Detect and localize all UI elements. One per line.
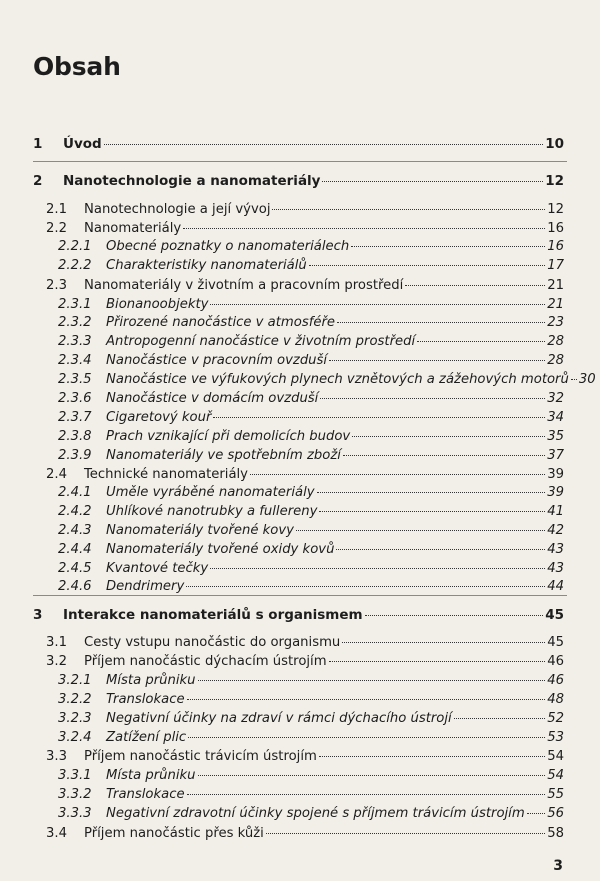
toc-entry[interactable] bbox=[46, 825, 564, 843]
dot-leader bbox=[319, 511, 545, 512]
toc-entry-page: 23 bbox=[547, 315, 564, 330]
toc-entry[interactable] bbox=[58, 371, 596, 389]
toc-entry-page: 44 bbox=[547, 579, 564, 594]
toc-entry[interactable] bbox=[46, 277, 564, 295]
toc-entry[interactable] bbox=[58, 484, 564, 502]
toc-entry[interactable] bbox=[58, 560, 564, 578]
toc-entry-number: 2.4.4 bbox=[58, 542, 92, 557]
toc-entry[interactable] bbox=[33, 135, 564, 153]
toc-entry[interactable] bbox=[58, 786, 564, 804]
toc-entry-number: 3.3.1 bbox=[58, 768, 92, 783]
toc-entry-page: 12 bbox=[545, 173, 564, 189]
toc-entry-page: 43 bbox=[547, 561, 564, 576]
dot-leader bbox=[337, 322, 545, 323]
toc-entry-number: 3 bbox=[33, 607, 43, 623]
dot-leader bbox=[186, 586, 545, 587]
toc-entry-page: 54 bbox=[547, 768, 564, 783]
dot-leader bbox=[342, 642, 545, 643]
dot-leader bbox=[104, 144, 544, 145]
dot-leader bbox=[329, 661, 546, 662]
dot-leader bbox=[296, 530, 545, 531]
toc-entry-number: 3.2.4 bbox=[58, 730, 92, 745]
toc-entry-number: 3.2.1 bbox=[58, 673, 92, 688]
dot-leader bbox=[266, 833, 545, 834]
toc-entry-number: 2.3 bbox=[46, 278, 67, 293]
dot-leader bbox=[272, 209, 545, 210]
dot-leader bbox=[343, 455, 545, 456]
toc-entry-number: 2.1 bbox=[46, 202, 67, 217]
toc-entry-page: 55 bbox=[547, 787, 564, 802]
toc-entry-number: 2.3.6 bbox=[58, 391, 92, 406]
toc-entry-page: 35 bbox=[547, 429, 564, 444]
toc-entry-number: 3.2.2 bbox=[58, 692, 92, 707]
toc-entry-page: 37 bbox=[547, 448, 564, 463]
page-title: Obsah bbox=[33, 52, 121, 81]
toc-entry-title: Translokace bbox=[106, 787, 185, 802]
dot-leader bbox=[454, 718, 546, 719]
dot-leader bbox=[329, 360, 545, 361]
toc-entry-page: 58 bbox=[547, 826, 564, 841]
toc-entry[interactable] bbox=[46, 220, 564, 238]
toc-entry[interactable] bbox=[58, 522, 564, 540]
dot-leader bbox=[319, 756, 545, 757]
toc-entry-page: 16 bbox=[547, 239, 564, 254]
toc-entry-title: Nanotechnologie a její vývoj bbox=[84, 202, 271, 217]
toc-entry[interactable] bbox=[58, 729, 564, 747]
toc-entry-title: Nanomateriály bbox=[84, 221, 182, 236]
toc-entry[interactable] bbox=[58, 390, 564, 408]
toc-entry[interactable] bbox=[58, 447, 564, 465]
toc-entry-title: Nanomateriály tvořené kovy bbox=[106, 523, 294, 538]
toc-entry-title: Prach vznikající při demolicích budov bbox=[106, 429, 351, 444]
toc-entry-title: Translokace bbox=[106, 692, 185, 707]
toc-entry-title: Kvantové tečky bbox=[106, 561, 209, 576]
toc-entry-title: Úvod bbox=[63, 136, 102, 152]
toc-entry-page: 54 bbox=[547, 749, 564, 764]
dot-leader bbox=[336, 549, 545, 550]
toc-entry-number: 2.4.2 bbox=[58, 504, 92, 519]
dot-leader bbox=[571, 379, 577, 380]
toc-entry-page: 48 bbox=[547, 692, 564, 707]
toc-entry-number: 3.2.3 bbox=[58, 711, 92, 726]
toc-entry-number: 3.3 bbox=[46, 749, 67, 764]
toc-entry-title: Přirozené nanočástice v atmosféře bbox=[106, 315, 336, 330]
toc-entry-title: Dendrimery bbox=[106, 579, 185, 594]
toc-entry-title: Negativní zdravotní účinky spojené s příjmem trávicím ústrojím bbox=[106, 806, 525, 821]
toc-entry-page: 39 bbox=[547, 467, 564, 482]
toc-entry[interactable] bbox=[58, 767, 564, 785]
divider bbox=[33, 595, 567, 596]
toc-entry-title: Místa průniku bbox=[106, 768, 196, 783]
toc-entry-title: Cigaretový kouř bbox=[106, 410, 212, 425]
toc-entry-title: Bionanoobjekty bbox=[106, 297, 209, 312]
toc-entry-title: Nanomateriály tvořené oxidy kovů bbox=[106, 542, 335, 557]
toc-entry-number: 2.4.6 bbox=[58, 579, 92, 594]
toc-entry-number: 2.3.1 bbox=[58, 297, 92, 312]
toc-entry-title: Příjem nanočástic dýchacím ústrojím bbox=[84, 654, 327, 669]
toc-entry[interactable] bbox=[46, 201, 564, 219]
toc-entry-page: 21 bbox=[547, 278, 564, 293]
dot-leader bbox=[250, 474, 545, 475]
dot-leader bbox=[183, 228, 545, 229]
toc-entry[interactable] bbox=[58, 710, 564, 728]
toc-entry[interactable] bbox=[58, 352, 564, 370]
toc-entry-number: 2.3.3 bbox=[58, 334, 92, 349]
toc-entry-number: 2.2.1 bbox=[58, 239, 92, 254]
toc-entry[interactable] bbox=[58, 257, 564, 275]
dot-leader bbox=[365, 615, 544, 616]
toc-entry-page: 43 bbox=[547, 542, 564, 557]
toc-entry-title: Nanočástice v pracovním ovzduší bbox=[106, 353, 328, 368]
toc-entry-page: 52 bbox=[547, 711, 564, 726]
toc-entry-page: 46 bbox=[547, 654, 564, 669]
toc-entry-page: 45 bbox=[547, 635, 564, 650]
toc-entry-title: Cesty vstupu nanočástic do organismu bbox=[84, 635, 341, 650]
toc-entry[interactable] bbox=[58, 409, 564, 427]
dot-leader bbox=[527, 813, 546, 814]
toc-entry-page: 21 bbox=[547, 297, 564, 312]
toc-entry-title: Charakteristiky nanomateriálů bbox=[106, 258, 307, 273]
toc-entry-number: 2 bbox=[33, 173, 43, 189]
toc-entry-number: 2.3.7 bbox=[58, 410, 92, 425]
toc-entry-number: 2.4.3 bbox=[58, 523, 92, 538]
toc-entry-title: Technické nanomateriály bbox=[84, 467, 248, 482]
toc-entry-page: 28 bbox=[547, 334, 564, 349]
dot-leader bbox=[187, 794, 546, 795]
toc-entry-number: 2.3.9 bbox=[58, 448, 92, 463]
toc-entry[interactable] bbox=[58, 672, 564, 690]
dot-leader bbox=[352, 436, 545, 437]
toc-entry[interactable] bbox=[46, 634, 564, 652]
toc-entry-page: 32 bbox=[547, 391, 564, 406]
dot-leader bbox=[198, 775, 546, 776]
toc-entry-number: 2.4.5 bbox=[58, 561, 92, 576]
dot-leader bbox=[187, 699, 546, 700]
toc-entry-number: 3.1 bbox=[46, 635, 67, 650]
toc-entry-number: 3.2 bbox=[46, 654, 67, 669]
toc-entry-number: 3.3.2 bbox=[58, 787, 92, 802]
toc-entry-page: 17 bbox=[547, 258, 564, 273]
dot-leader bbox=[210, 568, 545, 569]
toc-entry-title: Nanočástice v domácím ovzduší bbox=[106, 391, 319, 406]
dot-leader bbox=[317, 492, 546, 493]
dot-leader bbox=[188, 737, 545, 738]
toc-entry-page: 10 bbox=[545, 136, 564, 152]
toc-entry-page: 34 bbox=[547, 410, 564, 425]
toc-entry-number: 3.4 bbox=[46, 826, 67, 841]
toc-entry-title: Uměle vyráběné nanomateriály bbox=[106, 485, 315, 500]
toc-entry-page: 42 bbox=[547, 523, 564, 538]
toc-entry-page: 12 bbox=[547, 202, 564, 217]
toc-entry-page: 39 bbox=[547, 485, 564, 500]
dot-leader bbox=[322, 181, 543, 182]
toc-entry-title: Místa průniku bbox=[106, 673, 196, 688]
toc-entry-title: Interakce nanomateriálů s organismem bbox=[63, 607, 363, 623]
toc-entry-number: 2.3.4 bbox=[58, 353, 92, 368]
toc-entry-title: Nanomateriály v životním a pracovním prostředí bbox=[84, 278, 404, 293]
dot-leader bbox=[417, 341, 545, 342]
toc-entry-number: 2.3.2 bbox=[58, 315, 92, 330]
toc-entry-number: 3.3.3 bbox=[58, 806, 92, 821]
dot-leader bbox=[351, 246, 545, 247]
dot-leader bbox=[320, 398, 545, 399]
toc-entry-page: 30 bbox=[578, 372, 596, 387]
toc-entry[interactable] bbox=[33, 606, 564, 624]
toc-entry-page: 45 bbox=[545, 607, 564, 623]
toc-entry[interactable] bbox=[58, 503, 564, 521]
toc-entry-number: 2.4.1 bbox=[58, 485, 92, 500]
toc-entry-title: Uhlíkové nanotrubky a fullereny bbox=[106, 504, 318, 519]
page-number: 3 bbox=[553, 858, 563, 874]
dot-leader bbox=[198, 680, 546, 681]
toc-entry-title: Antropogenní nanočástice v životním prostředí bbox=[106, 334, 416, 349]
toc-entry-title: Obecné poznatky o nanomateriálech bbox=[106, 239, 350, 254]
toc-entry-number: 2.2.2 bbox=[58, 258, 92, 273]
toc-entry[interactable] bbox=[58, 333, 564, 351]
toc-entry[interactable] bbox=[58, 691, 564, 709]
toc-entry-page: 16 bbox=[547, 221, 564, 236]
toc-entry-title: Příjem nanočástic trávicím ústrojím bbox=[84, 749, 317, 764]
toc-entry-title: Příjem nanočástic přes kůži bbox=[84, 826, 264, 841]
toc-entry-page: 41 bbox=[547, 504, 564, 519]
toc-entry-number: 2.4 bbox=[46, 467, 67, 482]
toc-entry-number: 1 bbox=[33, 136, 43, 152]
toc-entry[interactable] bbox=[33, 172, 564, 190]
dot-leader bbox=[309, 265, 545, 266]
toc-entry[interactable] bbox=[58, 578, 564, 596]
toc-entry[interactable] bbox=[58, 314, 564, 332]
toc-entry-page: 53 bbox=[547, 730, 564, 745]
toc-entry-title: Negativní účinky na zdraví v rámci dýchacího ústrojí bbox=[106, 711, 452, 726]
toc-entry[interactable] bbox=[58, 238, 564, 256]
toc-entry-number: 2.3.8 bbox=[58, 429, 92, 444]
toc-entry[interactable] bbox=[46, 748, 564, 766]
toc-entry[interactable] bbox=[58, 296, 564, 314]
divider bbox=[33, 161, 567, 162]
toc-entry[interactable] bbox=[46, 466, 564, 484]
toc-entry[interactable] bbox=[46, 653, 564, 671]
toc-entry-title: Nanočástice ve výfukových plynech vznětových a zážehových motorů bbox=[106, 372, 569, 387]
toc-entry[interactable] bbox=[58, 541, 564, 559]
toc-entry-page: 56 bbox=[547, 806, 564, 821]
dot-leader bbox=[405, 285, 545, 286]
dot-leader bbox=[213, 417, 545, 418]
toc-entry[interactable] bbox=[58, 805, 564, 823]
toc-entry-page: 28 bbox=[547, 353, 564, 368]
dot-leader bbox=[210, 304, 545, 305]
toc-entry-title: Zatížení plic bbox=[106, 730, 187, 745]
toc-entry-number: 2.3.5 bbox=[58, 372, 92, 387]
toc-entry-title: Nanotechnologie a nanomateriály bbox=[63, 173, 321, 189]
toc-entry-page: 46 bbox=[547, 673, 564, 688]
toc-entry[interactable] bbox=[58, 428, 564, 446]
toc-entry-title: Nanomateriály ve spotřebním zboží bbox=[106, 448, 341, 463]
toc-entry-number: 2.2 bbox=[46, 221, 67, 236]
